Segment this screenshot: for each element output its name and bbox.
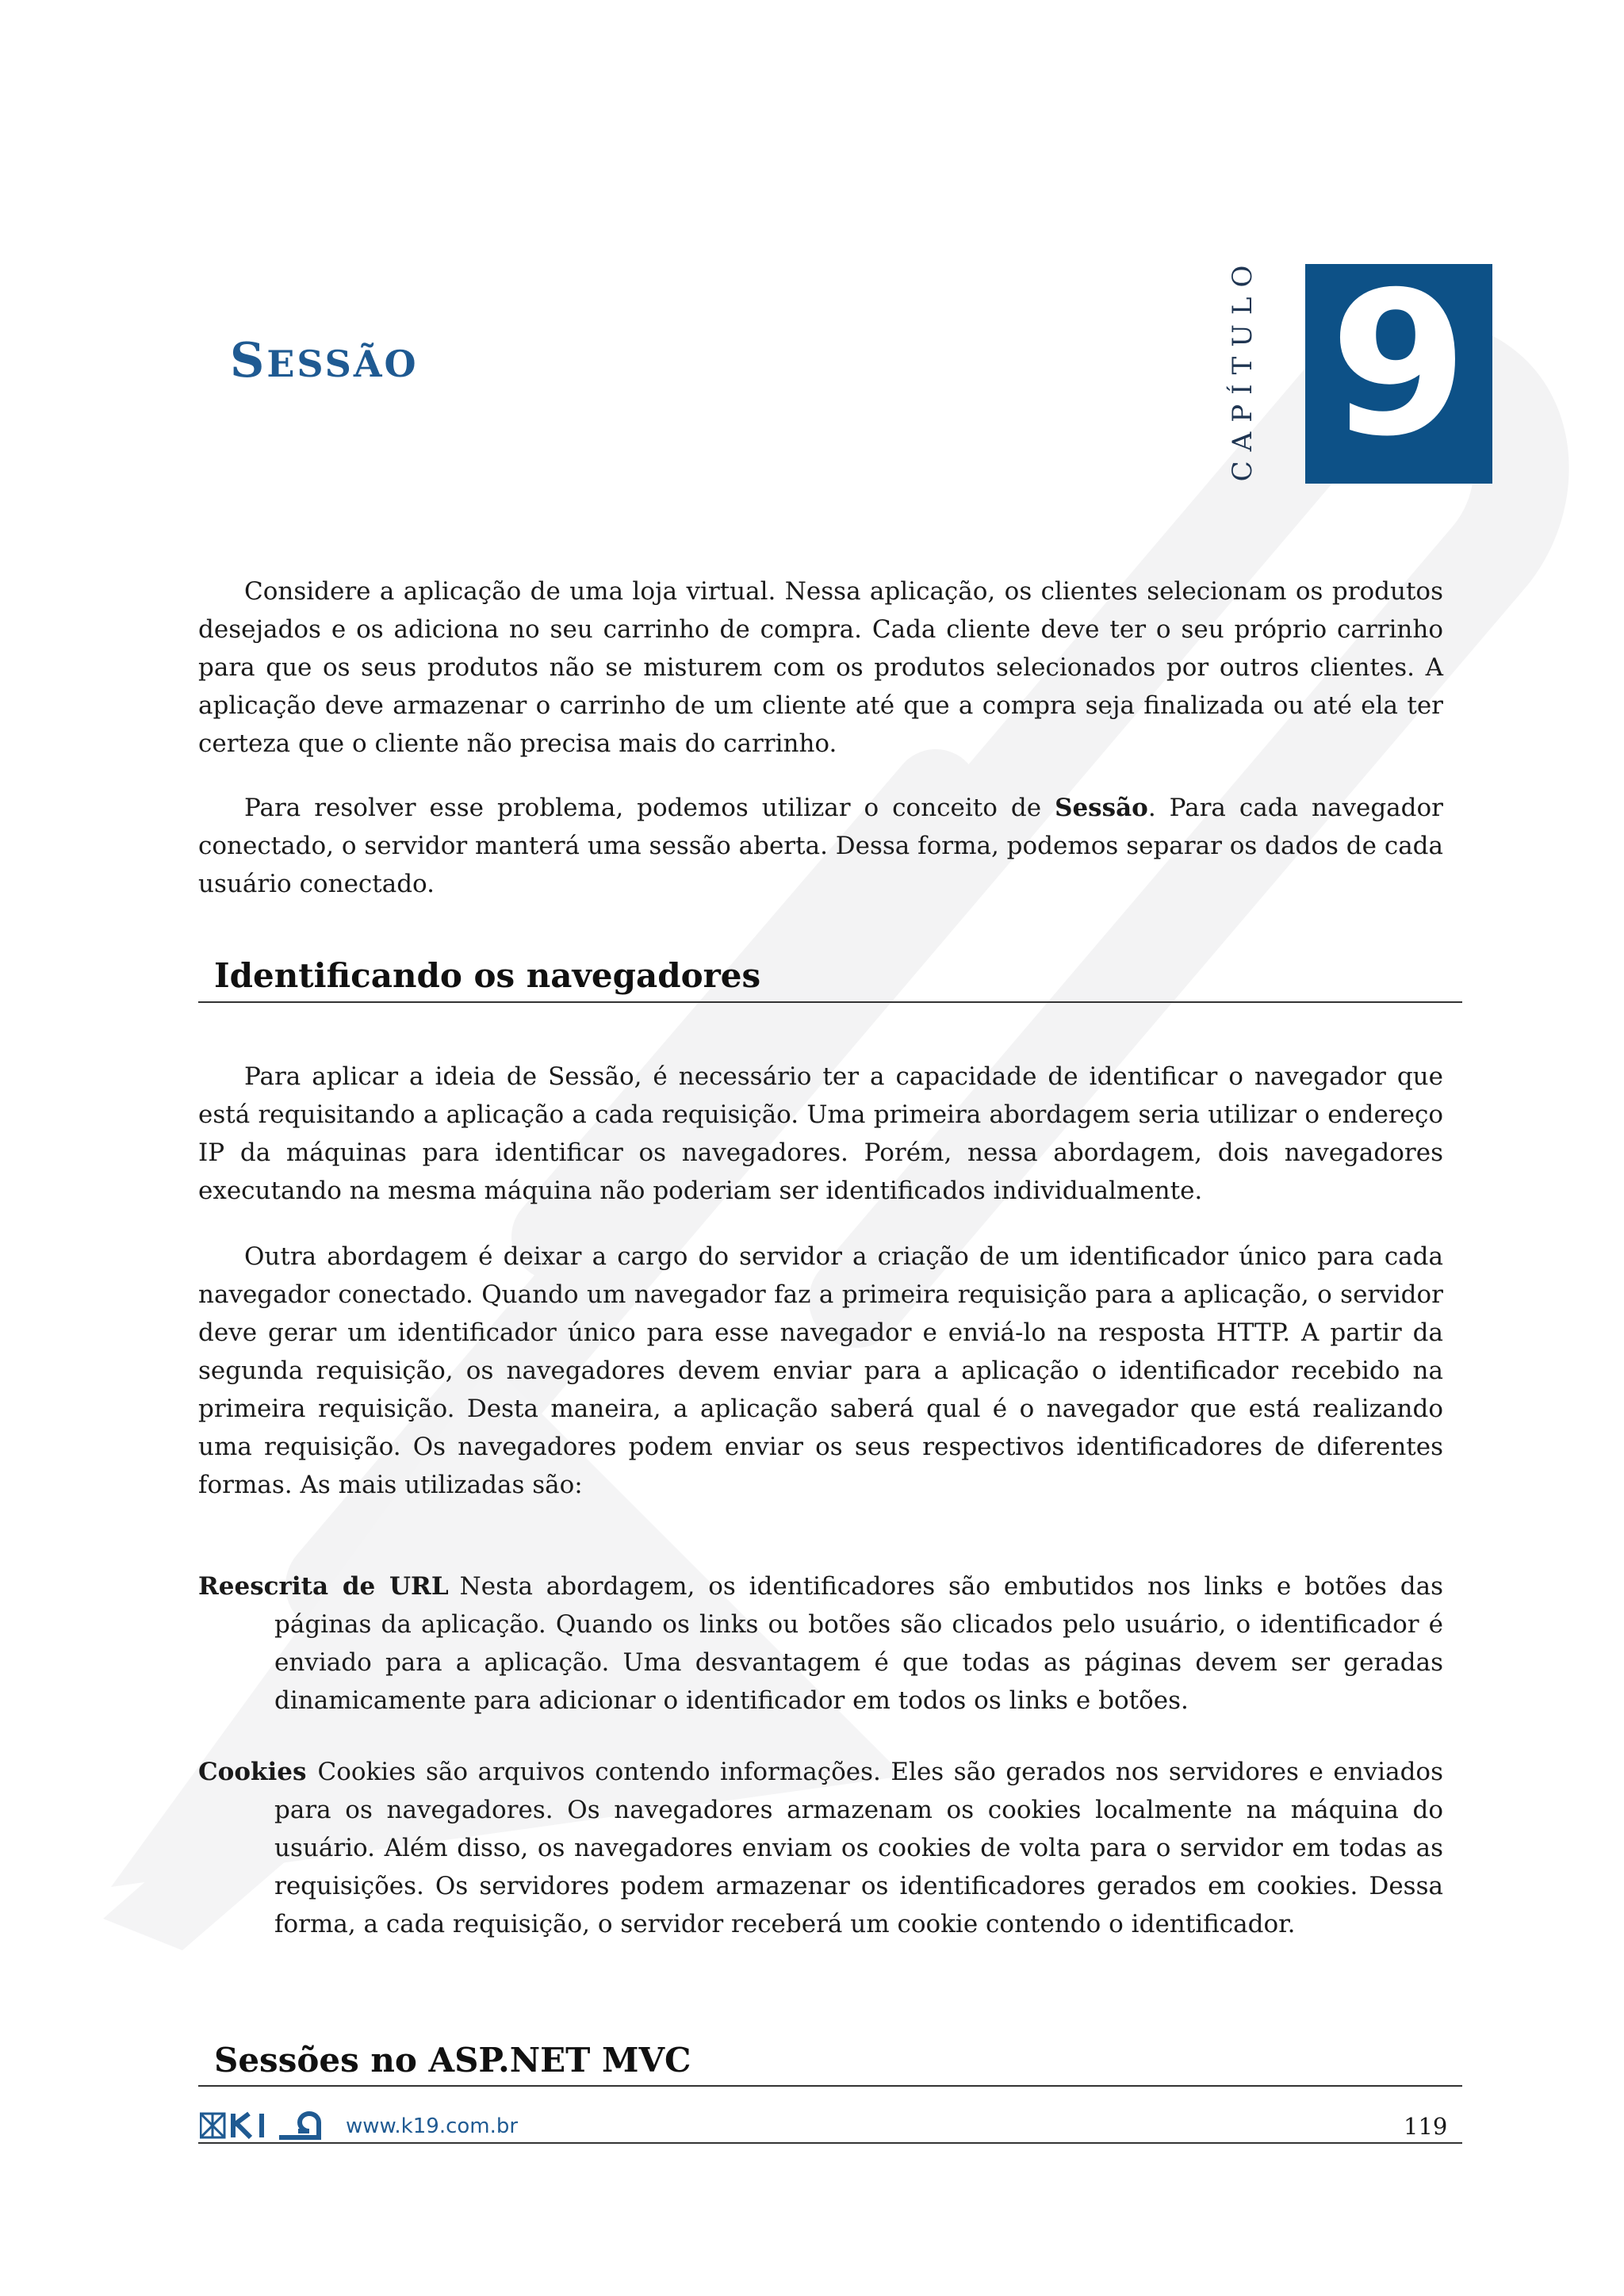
k19-logo-icon	[200, 2111, 322, 2140]
chapter-title: SESSÃO	[230, 333, 419, 388]
definition-text: Nesta abordagem, os identificadores são embutidos nos links e botões das páginas da aplicação. Quando os links ou botões são clicados pelo usuário, o identificador é enviado para a aplicação. Uma desvantagem é que todas as páginas devem ser geradas dinamicamente para adicionar o identificador em todos os links e botões.	[274, 1572, 1443, 1715]
definition-term: Cookies	[198, 1758, 307, 1786]
definition-cookies	[198, 1753, 1443, 1943]
section-title-identificando: Identificando os navegadores	[214, 956, 761, 995]
definition-url-rewriting	[198, 1567, 1443, 1720]
chapter-number-box	[1305, 249, 1492, 484]
definition-list	[198, 1567, 1443, 1943]
chapter-label	[1225, 254, 1260, 484]
intro-paragraph: Considere a aplicação de uma loja virtual. Nessa aplicação, os clientes selecionam os produtos desejados e os adiciona no seu carrinho de compra. Cada cliente deve ter o seu próprio carrinho para que os seus produtos não se misturem com os produtos selecionados por outros clientes. A aplicação deve armazenar o carrinho de um cliente até que a compra seja finalizada ou até ela ter certeza que o cliente não precisa mais do carrinho.	[198, 577, 1443, 758]
page-number: 119	[1404, 2113, 1448, 2140]
section-rule	[198, 1001, 1462, 1003]
session-term: Sessão	[1055, 794, 1148, 822]
definition-term: Reescrita de URL	[198, 1572, 449, 1601]
chapter-number: 9	[1330, 249, 1468, 480]
section1-paragraph: Para aplicar a ideia de Sessão, é necessário ter a capacidade de identificar o navegador que está requisitando a aplicação a cada requisição. Uma primeira abordagem seria utilizar o endereço IP da máquinas para identificar os navegadores. Porém, nessa abordagem, dois navegadores executando na mesma máquina não poderiam ser identificados individualmente.	[198, 1062, 1443, 1205]
section-rule	[198, 2085, 1462, 2087]
footer-rule	[198, 2142, 1462, 2144]
chapter-label-text: CAPÍTULO	[1227, 255, 1258, 482]
definition-text: Cookies são arquivos contendo informações. Eles são gerados nos servidores e enviados para os navegadores. Os navegadores armazenam os cookies localmente na máquina do usuário. Além disso, os navegadores enviam os cookies de volta para o servidor em todas as requisições. Os servidores podem armazenar os identificadores gerados em cookies. Dessa forma, a cada requisição, o servidor receberá um cookie contendo o identificador.	[274, 1758, 1443, 1938]
section-title-sessoes: Sessões no ASP.NET MVC	[214, 2041, 691, 2080]
intro-paragraph-session: Para resolver esse problema, podemos utilizar o conceito de Sessão. Para cada navegador conectado, o servidor manterá uma sessão aberta. Dessa forma, podemos separar os dados de cada usuário conectado.	[198, 794, 1443, 898]
footer-url[interactable]: www.k19.com.br	[346, 2114, 519, 2138]
section1-paragraph: Outra abordagem é deixar a cargo do servidor a criação de um identificador único para cada navegador conectado. Quando um navegador faz a primeira requisição para a aplicação, o servidor deve gerar um identificador único para esse navegador e enviá-lo na resposta HTTP. A partir da segunda requisição, os navegadores devem enviar para a aplicação o identificador recebido na primeira requisição. Desta maneira, a aplicação saberá qual é o navegador que está realizando uma requisição. Os navegadores podem enviar os seus respectivos identificadores de diferentes formas. As mais utilizadas são:	[198, 1242, 1443, 1499]
